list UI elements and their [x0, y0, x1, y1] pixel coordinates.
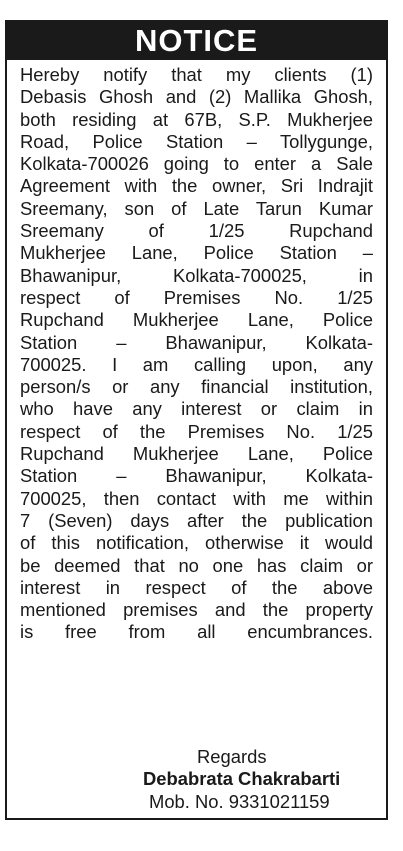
- notice-line: respect of Premises No. 1/25: [20, 286, 373, 308]
- signature-block: [7, 746, 386, 813]
- notice-line: 700025. I am calling upon, any: [20, 353, 373, 375]
- notice-line: be deemed that no one has claim or: [20, 554, 373, 576]
- notice-line: 7 (Seven) days after the publication: [20, 509, 373, 531]
- notice-line: respect of the Premises No. 1/25: [20, 420, 373, 442]
- notice-line: Agreement with the owner, Sri Indrajit: [20, 175, 373, 197]
- mobile-number: Mob. No. 9331021159: [149, 790, 330, 812]
- notice-line: interest in respect of the above: [20, 576, 373, 598]
- notice-line: Bhawanipur, Kolkata-700025, in: [20, 264, 373, 286]
- signatory-name: Debabrata Chakrabarti: [143, 768, 341, 790]
- notice-line: mentioned premises and the property: [20, 599, 373, 621]
- notice-line: Mukherjee Lane, Police Station –: [20, 242, 373, 264]
- notice-line: Sreemany, son of Late Tarun Kumar: [20, 197, 373, 219]
- notice-line: Road, Police Station – Tollygunge,: [20, 130, 373, 152]
- notice-line: Sreemany of 1/25 Rupchand: [20, 220, 373, 242]
- notice-line: is free from all encumbrances.: [20, 621, 373, 643]
- notice-line: both residing at 67B, S.P. Mukherjee: [20, 108, 373, 130]
- notice-line: Hereby notify that my clients (1): [20, 64, 373, 85]
- notice-line: Debasis Ghosh and (2) Mallika Ghosh,: [20, 86, 373, 108]
- notice-line: Rupchand Mukherjee Lane, Police: [20, 443, 373, 465]
- notice-line: of this notification, otherwise it would: [20, 532, 373, 554]
- regards-text: Regards: [197, 746, 267, 767]
- notice-line: Station – Bhawanipur, Kolkata-: [20, 465, 373, 487]
- notice-line: Station – Bhawanipur, Kolkata-: [20, 331, 373, 353]
- notice-line: 700025, then contact with me within: [20, 487, 373, 509]
- notice-line: person/s or any financial institution,: [20, 376, 373, 398]
- notice-line: Rupchand Mukherjee Lane, Police: [20, 309, 373, 331]
- notice-header: NOTICE: [7, 22, 386, 60]
- notice-body: [7, 60, 386, 644]
- notice-line: who have any interest or claim in: [20, 398, 373, 420]
- notice-box: [5, 20, 388, 820]
- notice-line: Kolkata-700026 going to enter a Sale: [20, 153, 373, 175]
